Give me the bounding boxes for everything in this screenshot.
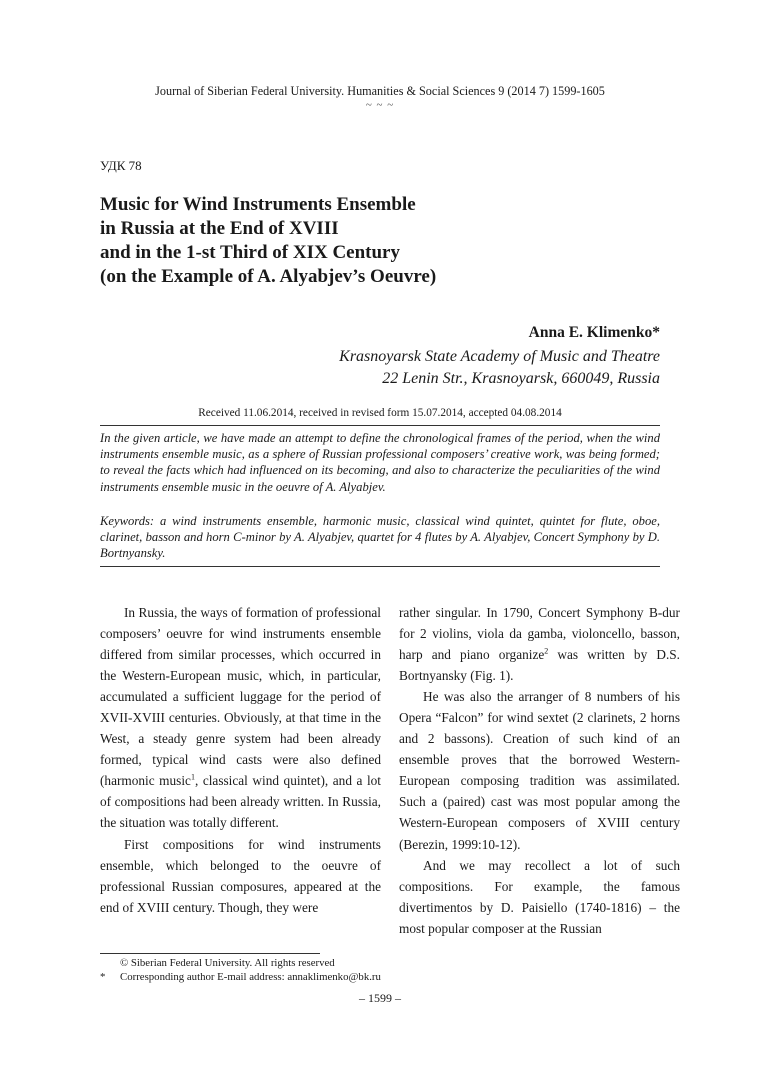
article-title [100,193,660,289]
footnote-copyright: © Siberian Federal University. All rights reserved [120,957,335,969]
divider [100,425,660,426]
body-paragraph: First compositions for wind instruments ensemble, which belonged to the oeuvre of professional Russian composures, appeared at the end of XVIII century. Though, they were [100,836,381,915]
footnote-ref: 2 [544,646,549,656]
journal-header: Journal of Siberian Federal University. Humanities & Social Sciences 9 (2014 7) 1599-1605 [155,84,605,98]
body-paragraph: In Russia, the ways of formation of professional composers’ oeuvre for wind instruments ensemble differed from similar processes, which occurred in the Western-European music, which, in particular, accumulated a sufficient luggage for the period of XVII-XVIII centuries. Obviously, at that time in the West, a steady genre system had been already formed, typical wind casts were also defined (harmonic music$^1$, classical wind quintet), and a lot of compositions had been already written. In Russia, the situation was totally different. [100,605,381,831]
title-line: (on the Example of A. Alyabjev’s Oeuvre) [100,266,437,287]
affiliation-line: 22 Lenin Str., Krasnoyarsk, 660049, Russia [382,370,660,387]
footnote-ref: 1 [190,772,195,782]
footnote-divider [100,953,320,954]
divider [100,566,660,567]
body-paragraph: He was also the arranger of 8 numbers of his Opera “Falcon” for wind sextet (2 clarinets, 2 horns and 2 bassons). Creation of such kind of an ensemble proves that the borrowed Western-European composing tradition was assimilated. Such a (paired) cast was most popular among the Western-European composers of XVIII century (Berezin, 1999:10-12). [399,689,680,852]
body-column-left [100,602,381,918]
footnote-corresponding-author: * Corresponding author E-mail address: annaklimenko@bk.ru [100,971,381,983]
author-affiliation [339,346,660,390]
author-name: Anna E. Klimenko* [528,324,660,341]
affiliation-line: Krasnoyarsk State Academy of Music and Theatre [339,348,660,365]
udk-code: УДК 78 [100,158,142,173]
title-line: Music for Wind Instruments Ensemble [100,194,416,215]
body-column-right [399,602,680,939]
title-line: in Russia at the End of XVIII [100,218,339,239]
abstract: In the given article, we have made an attempt to define the chronological frames of the period, when the wind instruments ensemble music, as a sphere of Russian professional composers’ creative work, was being formed; to reveal the facts which had influenced on its becoming, and also to characterize the peculiarities of the wind instruments ensemble music in the oeuvre of A. Alyabjev. [100,431,660,494]
header-ornament: ~ ~ ~ [365,99,395,111]
title-line: and in the 1-st Third of XIX Century [100,242,400,263]
received-dates: Received 11.06.2014, received in revised form 15.07.2014, accepted 04.08.2014 [198,407,562,419]
page-number: – 1599 – [359,991,401,1005]
asterisk-mark: * [100,971,106,983]
body-paragraph: rather singular. In 1790, Concert Symphony B-dur for 2 violins, viola da gamba, violoncello, basson, harp and piano organize$^2$ was written by D.S. Bortnyansky (Fig. 1). [399,605,680,684]
keywords: Keywords: a wind instruments ensemble, harmonic music, classical wind quintet, quintet for flute, oboe, clarinet, basson and horn C-minor by A. Alyabjev, quartet for 4 flutes by A. Alyabjev, Concert Symphony by D. Bortnyansky. [100,514,660,561]
body-paragraph: And we may recollect a lot of such compositions. For example, the famous divertimentos by D. Paisiello (1740-1816) – the most popular composer at the Russian [399,857,680,936]
